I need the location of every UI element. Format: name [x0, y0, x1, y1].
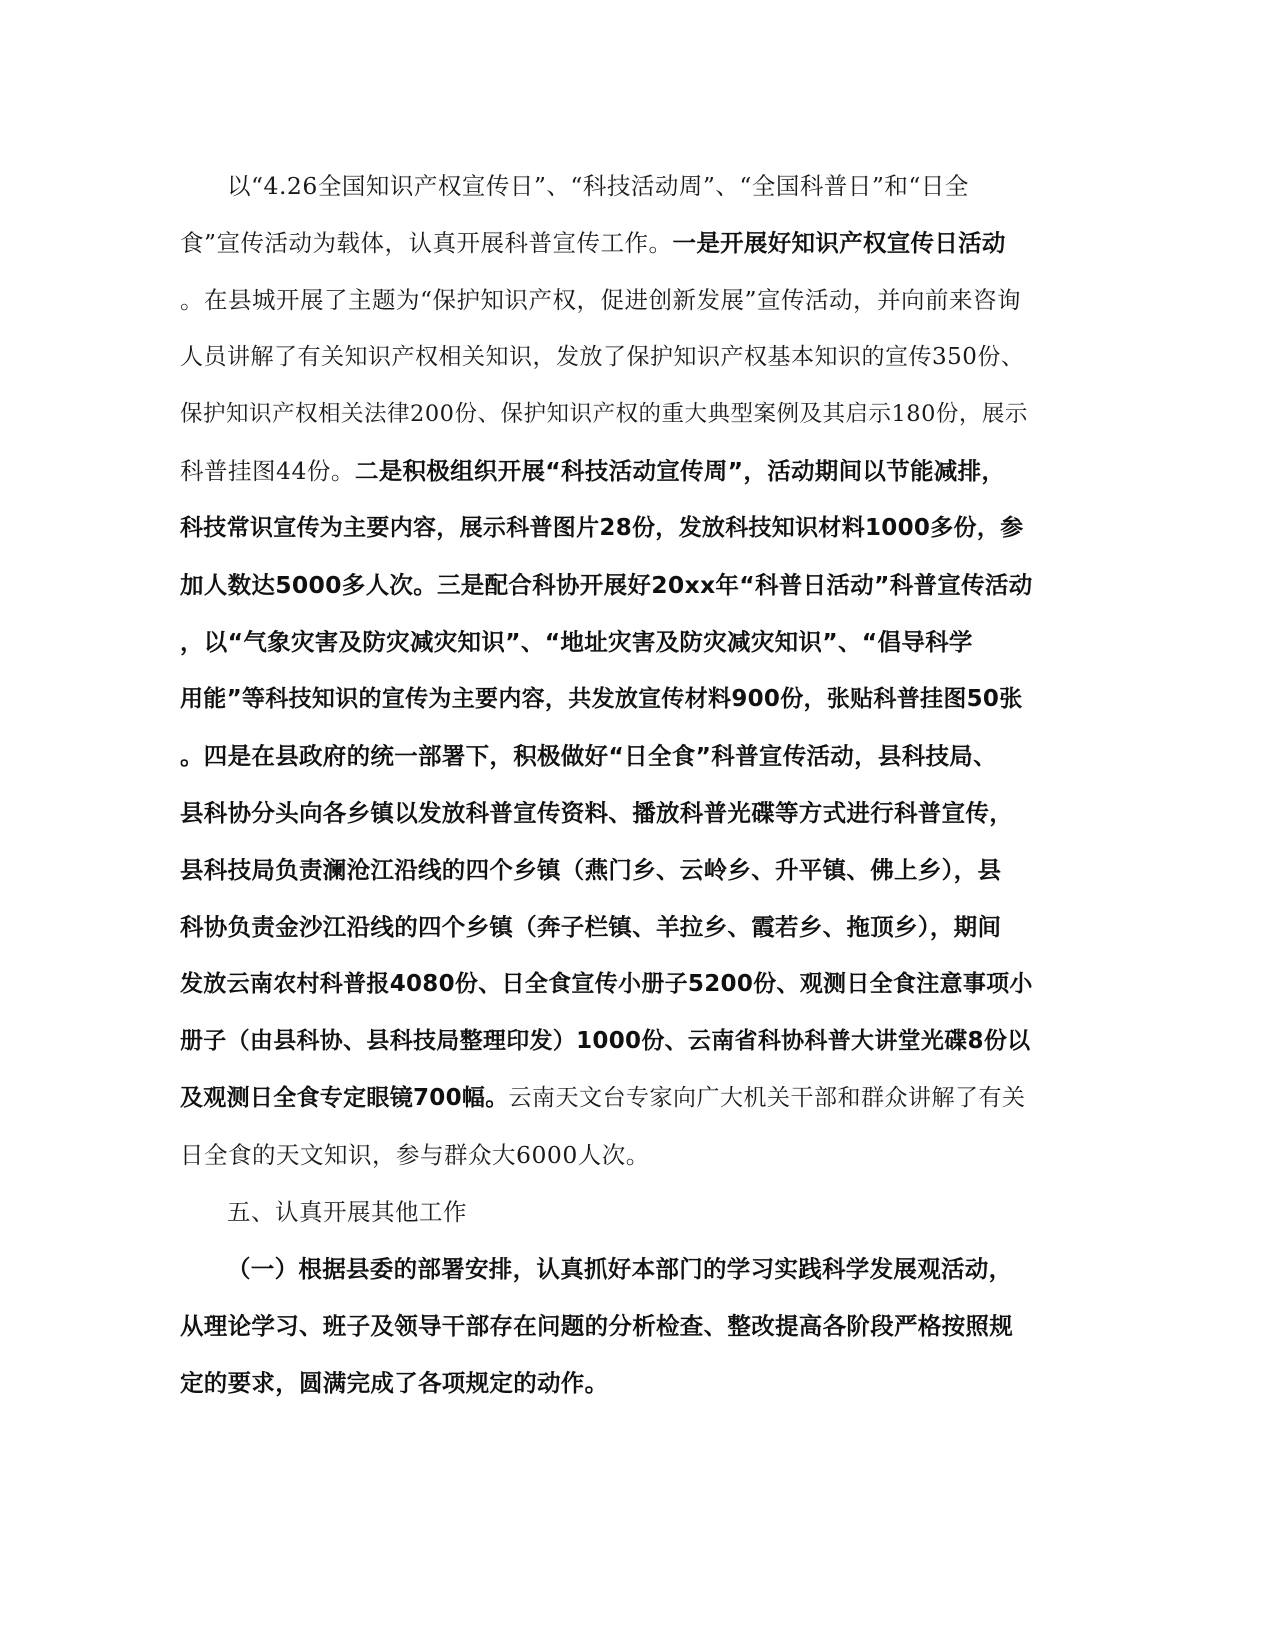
text-line-3: [180, 281, 1040, 338]
text-segment-bold: 定的要求，圆满完成了各项规定的动作。: [180, 1369, 609, 1397]
text-segment-bold: 科技常识宣传为主要内容，展示科普图片28份，发放科技知识材料1000多份，参: [180, 515, 1024, 541]
text-line-17: [180, 1079, 1040, 1136]
text-line-13: [180, 851, 1040, 908]
text-segment-bold: 册子（由县科协、县科技局整理印发）1000份、云南省科协科普大讲堂光碟8份以: [180, 1028, 1031, 1054]
text-segment-bold: 县科技局负责澜沧江沿线的四个乡镇（燕门乡、云岭乡、升平镇、佛上乡），县: [180, 856, 1002, 884]
text-segment-bold: 从理论学习、班子及领导干部存在问题的分析检查、整改提高各阶段严格按照规: [180, 1312, 1013, 1340]
text-line-16: [180, 1022, 1040, 1079]
text-line-6: [180, 452, 1040, 509]
text-line-22: [180, 1364, 1040, 1421]
text-segment-bold: ，以“气象灾害及防灾减灾知识”、“地址灾害及防灾减灾知识”、“倡导科学: [180, 628, 973, 656]
text-segment-bold: （一）根据县委的部署安排，认真抓好本部门的学习实践科学发展观活动，: [227, 1255, 1013, 1283]
text-segment: 科普挂图44份。: [180, 457, 355, 485]
text-segment: 云南天文台专家向广大机关干部和群众讲解了有关: [508, 1085, 1026, 1111]
text-line-18: [180, 1136, 1040, 1193]
text-line-4: [180, 338, 1040, 395]
text-line-8: [180, 566, 1040, 623]
text-segment-bold: 。四是在县政府的统一部署下，积极做好“日全食”科普宣传活动，县科技局、: [180, 742, 997, 770]
text-line-10: [180, 680, 1040, 737]
text-segment: 日全食的天文知识，参与群众大6000人次。: [180, 1141, 650, 1169]
text-line-21: [180, 1307, 1040, 1364]
text-segment-bold: 加人数达5000多人次。三是配合科协开展好20xx年“科普日活动”科普宣传活动: [180, 571, 1033, 599]
text-line-9: [180, 623, 1040, 680]
text-line-7: [180, 509, 1040, 566]
text-line-11: [180, 737, 1040, 794]
body-text: [180, 167, 1040, 1421]
text-segment: 五、认真开展其他工作: [227, 1198, 467, 1226]
text-segment-bold: 县科协分头向各乡镇以发放科普宣传资料、播放科普光碟等方式进行科普宣传，: [180, 799, 1013, 827]
text-segment: 食”宣传活动为载体，认真开展科普宣传工作。: [180, 229, 673, 257]
text-segment: 人员讲解了有关知识产权相关知识，发放了保护知识产权基本知识的宣传350份、: [180, 344, 1025, 370]
text-segment-bold: 用能”等科技知识的宣传为主要内容，共发放宣传材料900份，张贴科普挂图50张: [180, 686, 1023, 712]
text-segment: 以“4.26全国知识产权宣传日”、“科技活动周”、“全国科普日”和“日全: [227, 172, 969, 200]
text-line-15: [180, 965, 1040, 1022]
text-segment-bold: 及观测日全食专定眼镜700幅。: [180, 1085, 509, 1111]
text-segment-bold: 科协负责金沙江沿线的四个乡镇（奔子栏镇、羊拉乡、霞若乡、拖顶乡），期间: [180, 913, 1002, 941]
text-line-1: [180, 167, 1040, 224]
text-segment-bold: 发放云南农村科普报4080份、日全食宣传小册子5200份、观测日全食注意事项小: [180, 971, 1033, 997]
text-line-5: [180, 395, 1040, 452]
text-line-14: [180, 908, 1040, 965]
text-line-2: [180, 224, 1040, 281]
text-line-12: [180, 794, 1040, 851]
text-segment: 保护知识产权相关法律200份、保护知识产权的重大典型案例及其启示180份，展示: [180, 401, 1028, 427]
section-heading: [180, 1193, 1040, 1250]
text-segment-bold: 二是积极组织开展“科技活动宣传周”，活动期间以节能减排，: [354, 457, 1006, 485]
text-line-20: [180, 1250, 1040, 1307]
text-segment: 。在县城开展了主题为“保护知识产权，促进创新发展”宣传活动，并向前来咨询: [180, 286, 1022, 314]
text-segment-bold: 一是开展好知识产权宣传日活动: [672, 229, 1006, 257]
